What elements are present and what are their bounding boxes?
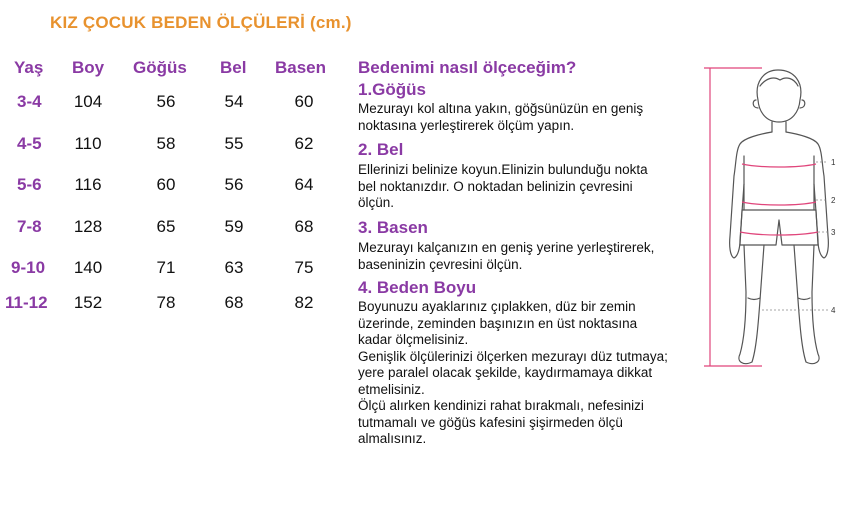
row-gogus: 58 xyxy=(156,134,176,153)
row-age: 4-5 xyxy=(17,134,42,153)
section-title-beden-boyu: 4. Beden Boyu xyxy=(358,278,477,297)
row-bel: 63 xyxy=(224,258,244,277)
row-basen: 75 xyxy=(294,258,314,277)
row-bel: 55 xyxy=(224,134,244,153)
header-basen: Basen xyxy=(275,58,327,77)
text-line: Mezurayı kalçanızın en geniş yerine yerleştirerek, xyxy=(358,240,655,255)
header-gogus: Göğüs xyxy=(133,58,187,77)
section-text-gogus xyxy=(358,101,710,134)
row-basen: 68 xyxy=(294,217,314,236)
text-line: Mezurayı kol altına yakın, göğsünüzün en geniş xyxy=(358,101,644,116)
section-title-bel: 2. Bel xyxy=(358,140,404,159)
waist-line xyxy=(742,202,816,205)
text-line: ölçün. xyxy=(358,195,395,210)
marker-1: 1 xyxy=(831,158,836,167)
row-basen: 64 xyxy=(294,175,314,194)
hip-line xyxy=(740,232,818,235)
marker-3: 3 xyxy=(831,228,836,237)
row-gogus: 65 xyxy=(156,217,176,236)
text-line: Boyunuzu ayaklarınız çıplakken, düz bir zemin xyxy=(358,299,636,314)
row-boy: 110 xyxy=(74,134,102,153)
header-age: Yaş xyxy=(14,58,44,77)
text-line: bel noktanızdır. O noktadan belinizin çevresini xyxy=(358,178,633,194)
row-bel: 59 xyxy=(224,217,244,236)
row-basen: 82 xyxy=(294,293,314,312)
child-outline xyxy=(730,70,829,364)
guide-title: Bedenimi nasıl ölçeceğim? xyxy=(358,58,577,77)
row-bel: 54 xyxy=(224,92,244,111)
text-line: kadar ölçmelisiniz. xyxy=(358,332,469,347)
row-boy: 140 xyxy=(73,258,103,277)
section-title-gogus: 1.Göğüs xyxy=(358,80,427,99)
row-age: 5-6 xyxy=(17,175,42,194)
text-line: noktasına yerleştirerek ölçüm yapın. xyxy=(358,117,575,133)
row-age: 11-12 xyxy=(5,293,48,312)
row-boy: 104 xyxy=(73,92,103,111)
section-text-bel xyxy=(358,162,710,212)
marker-2: 2 xyxy=(831,196,836,205)
text-line: yere paralel olacak şekilde, kaydırmamaya dikkat xyxy=(358,365,653,380)
row-boy: 128 xyxy=(73,217,103,236)
row-age: 3-4 xyxy=(17,92,42,111)
page-title: KIZ ÇOCUK BEDEN ÖLÇÜLERİ (cm.) xyxy=(50,13,352,32)
marker-4: 4 xyxy=(831,306,836,315)
section-text-beden-boyu xyxy=(358,299,710,448)
text-line: baseninizin çevresini ölçün. xyxy=(358,256,523,272)
chest-line xyxy=(742,164,816,167)
row-age: 9-10 xyxy=(11,258,46,277)
text-line: almalısınız. xyxy=(358,431,427,446)
text-line: Ellerinizi belinize koyun.Elinizin bulunduğu nokta xyxy=(358,162,648,177)
text-line: etmelisiniz. xyxy=(358,381,425,397)
section-text-basen xyxy=(358,240,710,273)
text-line: tutmamalı ve göğüs kafesini şişirmeden ölçü xyxy=(358,414,623,430)
measurement-lines xyxy=(704,68,818,366)
header-boy: Boy xyxy=(72,58,105,77)
row-bel: 68 xyxy=(224,293,244,312)
row-boy: 152 xyxy=(73,293,103,312)
row-basen: 62 xyxy=(294,134,314,153)
text-line: üzerinde, zeminden başınızın en üst noktasına xyxy=(358,315,638,331)
row-bel: 56 xyxy=(224,175,244,194)
row-gogus: 71 xyxy=(156,258,176,277)
text-line: Genişlik ölçülerinizi ölçerken mezurayı düz tutmaya; xyxy=(358,348,668,364)
section-title-basen: 3. Basen xyxy=(358,218,428,237)
row-gogus: 78 xyxy=(156,293,176,312)
text-line: Ölçü alırken kendinizi rahat bırakmalı, nefesinizi xyxy=(358,398,644,413)
row-age: 7-8 xyxy=(17,217,42,236)
header-bel: Bel xyxy=(220,58,247,77)
body-measurement-figure xyxy=(700,60,860,380)
row-boy: 116 xyxy=(74,175,102,194)
row-basen: 60 xyxy=(294,92,314,111)
row-gogus: 60 xyxy=(156,175,176,194)
row-gogus: 56 xyxy=(156,92,176,111)
